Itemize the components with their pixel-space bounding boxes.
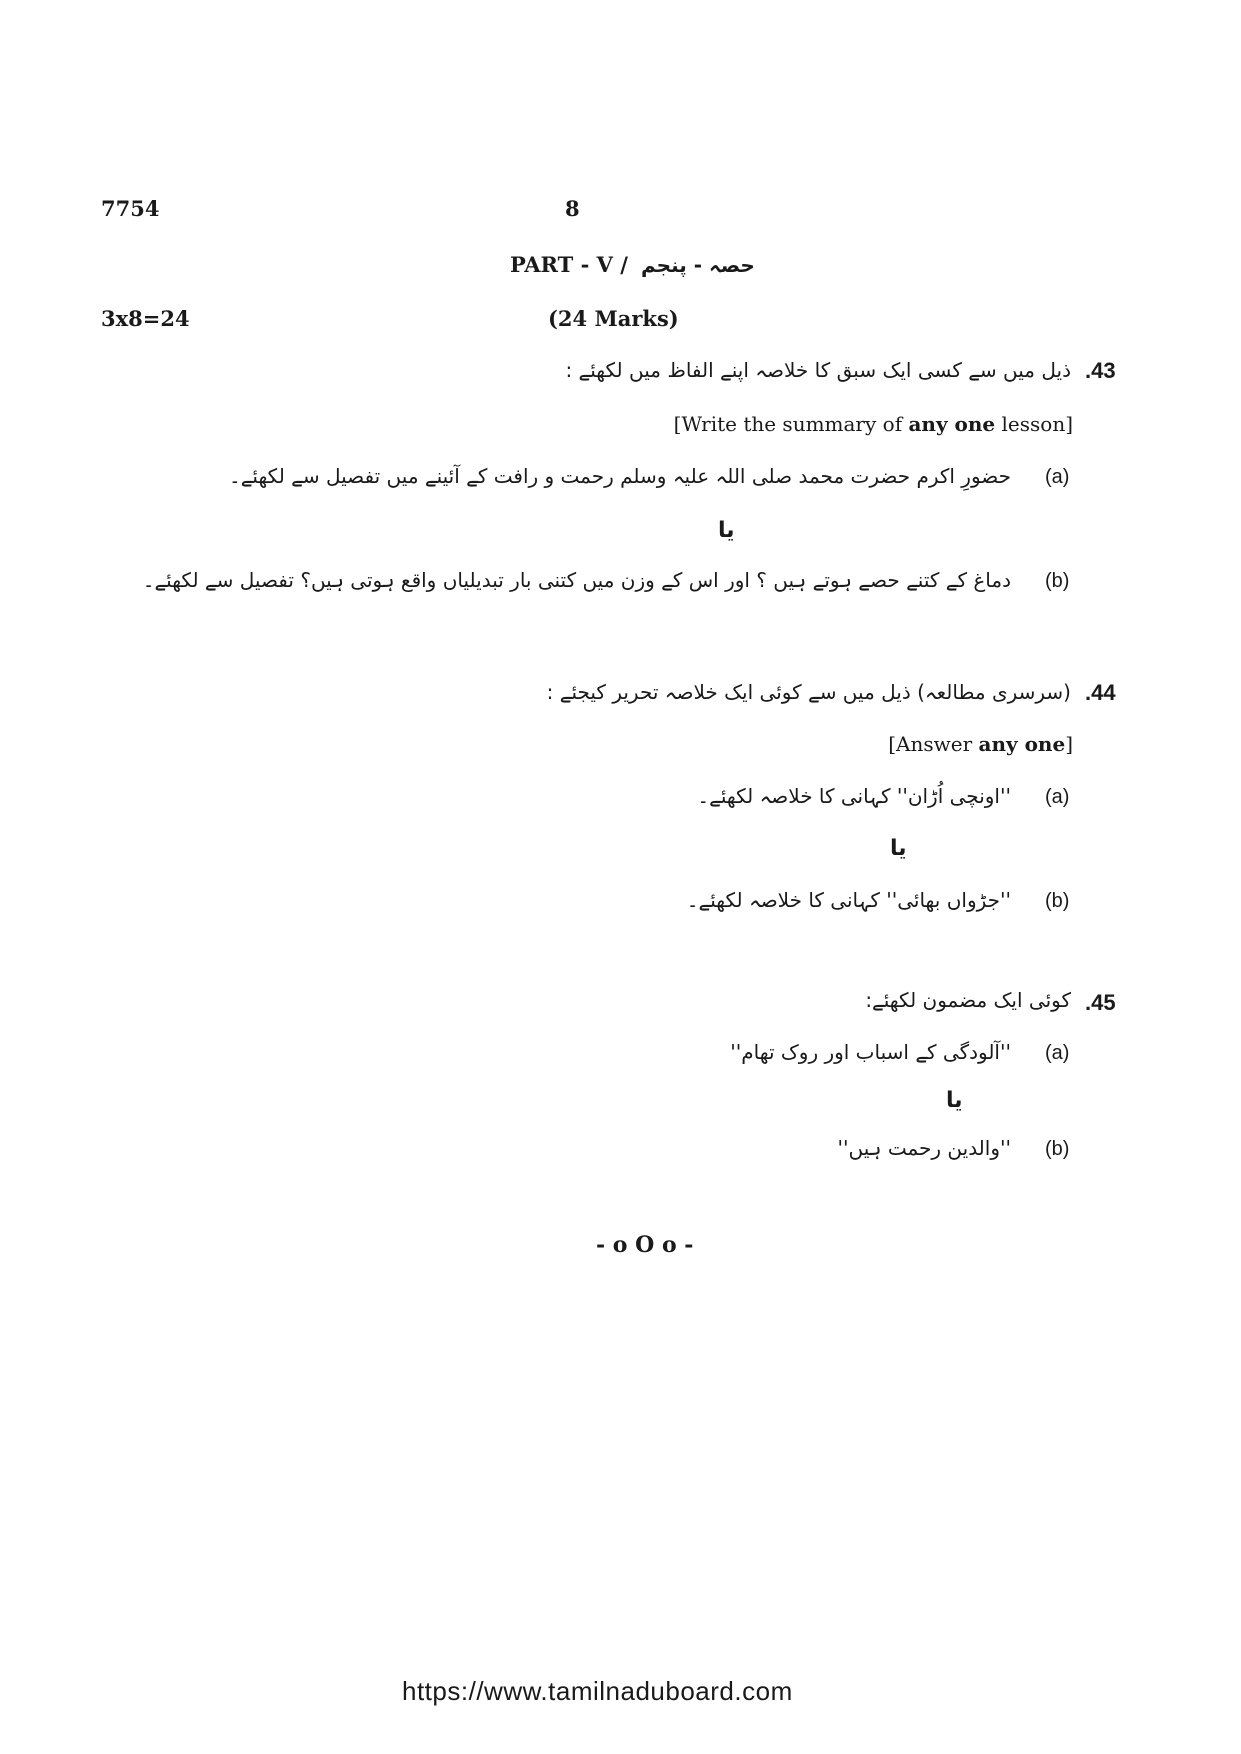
question-44-option-a-label: (a) — [1045, 786, 1070, 808]
question-43-number: .43 — [1085, 358, 1116, 383]
part-title: PART - V / — [510, 252, 628, 277]
question-43-option-a-text: حضورِ اکرم حضرت محمد صلی اللہ علیہ وسلم رحمت و رافت کے آئینے میں تفصیل سے لکھئے۔ — [228, 464, 1011, 488]
question-44-number: .44 — [1085, 680, 1116, 705]
question-44-option-a-text: ''اونچی اُڑان'' کہانی کا خلاصہ لکھئے۔ — [697, 784, 1011, 808]
question-43-english — [674, 412, 1073, 436]
question-44-english-post: ] — [1065, 732, 1073, 756]
question-44-english-bold: any one — [978, 732, 1066, 756]
question-43-option-b-label: (b) — [1045, 570, 1070, 592]
question-45-number: .45 — [1085, 990, 1116, 1015]
question-44-or: یا — [890, 836, 907, 861]
end-of-paper-mark: - o O o - — [596, 1232, 694, 1258]
question-44-english-pre: [Answer — [888, 732, 979, 756]
part-heading — [510, 252, 755, 277]
marks-total: (24 Marks) — [548, 306, 679, 331]
question-45-option-b-label: (b) — [1045, 1138, 1070, 1160]
question-43-or: یا — [718, 518, 735, 543]
part-title-urdu: حصہ - پنجم — [640, 253, 755, 277]
question-44-option-b-label: (b) — [1045, 890, 1070, 912]
marks-formula: 3x8=24 — [101, 306, 190, 331]
question-44-instruction: (سرسری مطالعہ) ذیل میں سے کوئی ایک خلاصہ تحریر کیجئے : — [546, 680, 1071, 704]
question-45-or: یا — [946, 1088, 963, 1113]
question-43-option-a-label: (a) — [1045, 466, 1070, 488]
question-43-english-post: lesson] — [995, 412, 1073, 436]
page-number: 8 — [565, 196, 580, 221]
footer-url-link[interactable]: https://www.tamilnaduboard.com — [402, 1676, 793, 1706]
question-43-instruction: ذیل میں سے کسی ایک سبق کا خلاصہ اپنے الفاظ میں لکھئے : — [565, 358, 1071, 382]
question-43-english-pre: [Write the summary of — [673, 412, 909, 436]
question-43-option-b-text: دماغ کے کتنے حصے ہوتے ہیں ؟ اور اس کے وزن میں کتنی بار تبدیلیاں واقع ہوتی ہیں؟ تفصیل سے لکھئے۔ — [142, 568, 1011, 592]
question-45-option-b-text: ''والدین رحمت ہیں'' — [837, 1136, 1011, 1160]
question-45-instruction: کوئی ایک مضمون لکھئے: — [865, 988, 1071, 1012]
question-45-option-a-label: (a) — [1045, 1042, 1070, 1064]
question-43-english-bold: any one — [908, 412, 996, 436]
question-44-english — [888, 732, 1073, 756]
paper-code: 7754 — [101, 196, 160, 221]
question-44-option-b-text: ''جڑواں بھائی'' کہانی کا خلاصہ لکھئے۔ — [686, 888, 1011, 912]
question-45-option-a-text: ''آلودگی کے اسباب اور روک تھام'' — [730, 1040, 1011, 1064]
